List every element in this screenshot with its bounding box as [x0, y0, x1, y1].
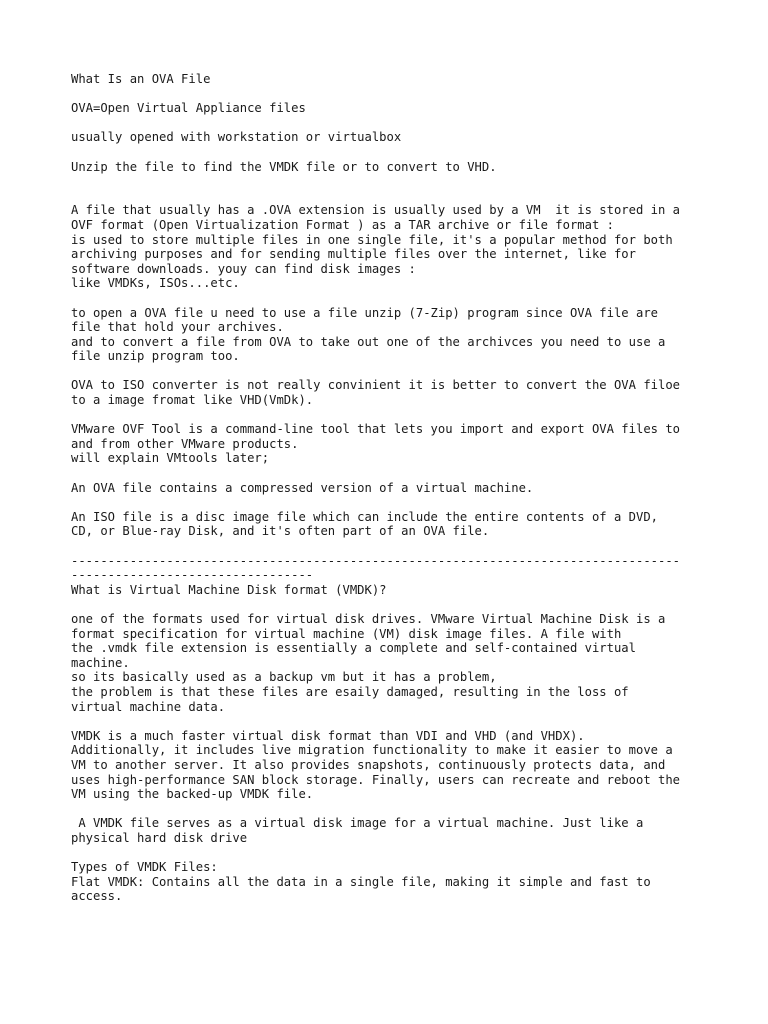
text-line: the .vmdk file extension is essentially a complete and self-contained virtual [71, 641, 636, 656]
blank-line [71, 714, 711, 729]
text-line: archiving purposes and for sending multiple files over the internet, like for [71, 247, 636, 262]
text-line: OVA to ISO converter is not really convinient it is better to convert the OVA filoe [71, 378, 681, 393]
text-line: Unzip the file to find the VMDK file or to convert to VHD. [71, 159, 497, 174]
blank-line [71, 539, 711, 554]
blank-line [71, 364, 711, 379]
text-line: OVA=Open Virtual Appliance files [71, 101, 306, 116]
document-page [71, 72, 711, 904]
blank-line [71, 495, 711, 510]
text-line: An OVA file contains a compressed version of a virtual machine. [71, 480, 534, 495]
text-line: so its basically used as a backup vm but it has a problem, [71, 670, 497, 685]
text-line: file that hold your archives. [71, 320, 284, 335]
blank-line [71, 408, 711, 423]
text-line: to a image fromat like VHD(VmDk). [71, 393, 314, 408]
text-line: usually opened with workstation or virtualbox [71, 130, 402, 145]
blank-line [71, 845, 711, 860]
text-line: A VMDK file serves as a virtual disk image for a virtual machine. Just like a [71, 816, 644, 831]
text-line: to open a OVA file u need to use a file unzip (7-Zip) program since OVA file are [71, 305, 658, 320]
text-line: access. [71, 889, 123, 904]
text-line: virtual machine data. [71, 699, 226, 714]
blank-line [71, 87, 711, 102]
text-line: format specification for virtual machine (VM) disk image files. A file with [71, 626, 622, 641]
text-line: like VMDKs, ISOs...etc. [71, 276, 240, 291]
text-line: VM using the backed-up VMDK file. [71, 787, 314, 802]
text-line: one of the formats used for virtual disk drives. VMware Virtual Machine Disk is a [71, 611, 666, 626]
text-line: VMDK is a much faster virtual disk format than VDI and VHD (and VHDX). [71, 728, 585, 743]
text-line: Types of VMDK Files: [71, 860, 218, 875]
text-line: and from other VMware products. [71, 436, 299, 451]
text-line: is used to store multiple files in one single file, it's a popular method for both [71, 232, 673, 247]
text-line: machine. [71, 655, 130, 670]
text-line: Flat VMDK: Contains all the data in a single file, making it simple and fast to [71, 874, 651, 889]
blank-line [71, 466, 711, 481]
blank-line [71, 802, 711, 817]
text-line: Additionally, it includes live migration functionality to make it easier to move a [71, 743, 673, 758]
text-line: physical hard disk drive [71, 830, 248, 845]
text-line: the problem is that these files are esaily damaged, resulting in the loss of [71, 684, 629, 699]
blank-line [71, 189, 711, 204]
text-line: A file that usually has a .OVA extension is usually used by a VM it is stored in a [71, 203, 681, 218]
text-line: VMware OVF Tool is a command-line tool that lets you import and export OVA files to [71, 422, 681, 437]
text-line: software downloads. youy can find disk images : [71, 261, 416, 276]
text-line: --------------------------------- [71, 568, 314, 583]
blank-line [71, 116, 711, 131]
text-line: and to convert a file from OVA to take out one of the archivces you need to use a [71, 334, 666, 349]
text-line: ----------------------------------------------------------------------------------- [71, 553, 681, 568]
text-line: VM to another server. It also provides snapshots, continuously protects data, and [71, 757, 666, 772]
text-line: CD, or Blue-ray Disk, and it's often part of an OVA file. [71, 524, 490, 539]
blank-line [71, 597, 711, 612]
text-line: What Is an OVA File [71, 72, 211, 86]
text-line: What is Virtual Machine Disk format (VMDK)? [71, 582, 387, 597]
text-line: uses high-performance SAN block storage. Finally, users can recreate and reboot the [71, 772, 681, 787]
blank-line [71, 145, 711, 160]
blank-line [71, 291, 711, 306]
text-line: file unzip program too. [71, 349, 240, 364]
text-line: OVF format (Open Virtualization Format ) as a TAR archive or file format : [71, 217, 614, 232]
text-line: An ISO file is a disc image file which can include the entire contents of a DVD, [71, 509, 658, 524]
blank-line [71, 174, 711, 189]
text-line: will explain VMtools later; [71, 451, 270, 466]
